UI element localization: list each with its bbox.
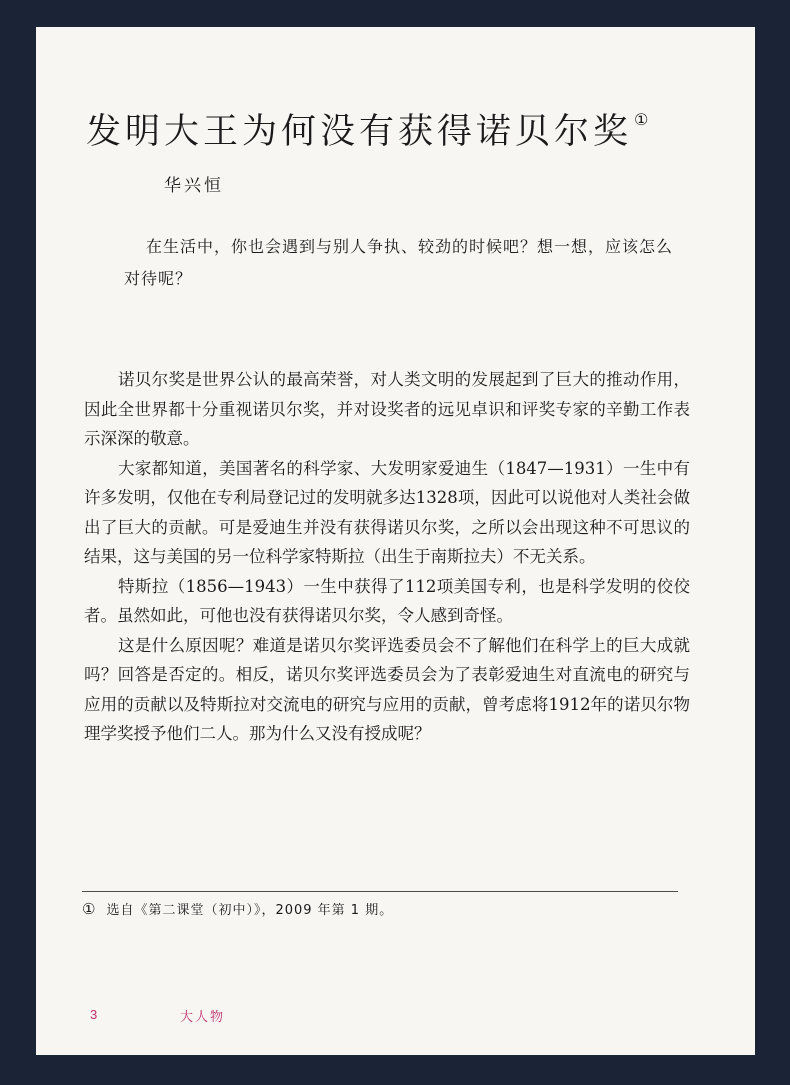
footnote-mark: ① (82, 900, 97, 918)
article-title-text: 发明大王为何没有获得诺贝尔奖 (86, 112, 633, 152)
page-number: 3 (90, 1007, 98, 1022)
article-body (84, 365, 690, 749)
body-paragraph: 这是什么原因呢？难道是诺贝尔奖评选委员会不了解他们在科学上的巨大成就吗？回答是否定的。相反，诺贝尔奖评选委员会为了表彰爱迪生对直流电的研究与应用的贡献以及特斯拉对交流电的研究与应用的贡献，曾考虑将1912年的诺贝尔物理学奖授予他们二人。那为什么又没有授成呢？ (84, 635, 690, 743)
running-footer-section: 大人物 (180, 1010, 226, 1025)
book-page (36, 27, 755, 1055)
title-footnote-mark: ① (634, 110, 649, 129)
article-title (86, 104, 648, 154)
body-paragraph: 诺贝尔奖是世界公认的最高荣誉，对人类文明的发展起到了巨大的推动作用，因此全世界都十分重视诺贝尔奖，并对设奖者的远见卓识和评奖专家的辛勤工作表示深深的敬意。 (84, 370, 690, 448)
body-paragraph: 特斯拉（1856—1943）一生中获得了112项美国专利，也是科学发明的佼佼者。虽然如此，可他也没有获得诺贝尔奖，令人感到奇怪。 (84, 576, 690, 625)
footnote-divider (82, 891, 678, 892)
footnote (82, 899, 393, 918)
body-paragraph: 大家都知道，美国著名的科学家、大发明家爱迪生（1847—1931）一生中有许多发明，仅他在专利局登记过的发明就多达1328项，因此可以说他对人类社会做出了巨大的贡献。可是爱迪生并没有获得诺贝尔奖，之所以会出现这种不可思议的结果，这与美国的另一位科学家特斯拉（出生于南斯拉夫）不无关系。 (84, 458, 690, 566)
article-author: 华兴恒 (164, 176, 224, 196)
reading-prompt: 在生活中，你也会遇到与别人争执、较劲的时候吧？想一想，应该怎么对待呢？ (124, 237, 674, 288)
footnote-text: 选自《第二课堂（初中）》，2009 年第 1 期。 (106, 903, 394, 918)
